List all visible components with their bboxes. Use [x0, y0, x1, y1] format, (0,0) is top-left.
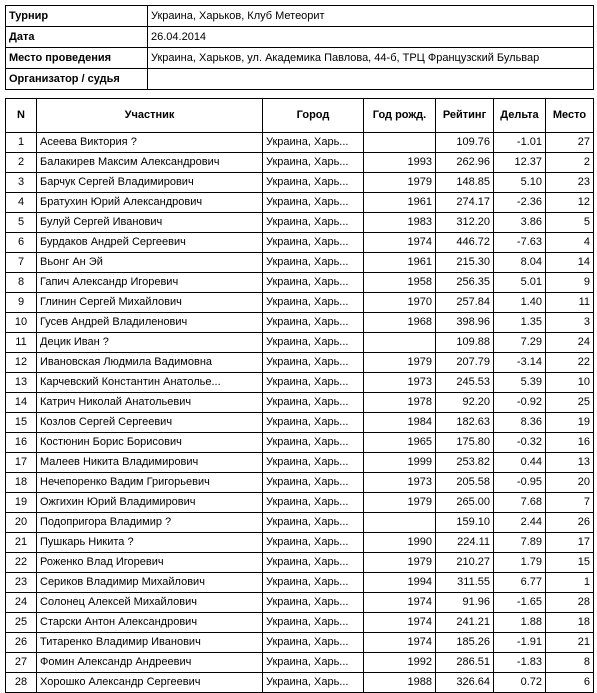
- cell-rating: 109.88: [436, 333, 494, 353]
- cell-city: Украина, Харь...: [263, 553, 364, 573]
- cell-n: 3: [6, 173, 37, 193]
- table-row: [6, 433, 594, 453]
- cell-city: Украина, Харь...: [263, 333, 364, 353]
- table-row: [6, 533, 594, 553]
- cell-place: 24: [546, 333, 594, 353]
- table-row: [6, 393, 594, 413]
- cell-delta: -0.95: [494, 473, 546, 493]
- cell-delta: 1.35: [494, 313, 546, 333]
- cell-place: 19: [546, 413, 594, 433]
- table-row: [6, 653, 594, 673]
- cell-city: Украина, Харь...: [263, 413, 364, 433]
- cell-n: 16: [6, 433, 37, 453]
- cell-city: Украина, Харь...: [263, 253, 364, 273]
- cell-rating: 215.30: [436, 253, 494, 273]
- cell-participant: Солонец Алексей Михайлович: [37, 593, 263, 613]
- info-label: Место проведения: [6, 48, 148, 69]
- cell-rating: 326.64: [436, 673, 494, 693]
- table-row: [6, 493, 594, 513]
- results-table: [5, 98, 594, 693]
- table-row: [6, 233, 594, 253]
- table-row: [6, 253, 594, 273]
- cell-birth-year: [364, 513, 436, 533]
- cell-city: Украина, Харь...: [263, 573, 364, 593]
- cell-birth-year: 1970: [364, 293, 436, 313]
- table-row: [6, 213, 594, 233]
- cell-n: 20: [6, 513, 37, 533]
- table-row: [6, 413, 594, 433]
- cell-n: 21: [6, 533, 37, 553]
- cell-n: 13: [6, 373, 37, 393]
- cell-place: 18: [546, 613, 594, 633]
- cell-rating: 92.20: [436, 393, 494, 413]
- results-header-row: [6, 99, 594, 133]
- cell-delta: -0.92: [494, 393, 546, 413]
- cell-rating: 245.53: [436, 373, 494, 393]
- cell-place: 10: [546, 373, 594, 393]
- info-label: Организатор / судья: [6, 69, 148, 90]
- cell-city: Украина, Харь...: [263, 393, 364, 413]
- cell-birth-year: 1965: [364, 433, 436, 453]
- cell-n: 11: [6, 333, 37, 353]
- cell-delta: 1.88: [494, 613, 546, 633]
- cell-n: 27: [6, 653, 37, 673]
- cell-place: 4: [546, 233, 594, 253]
- cell-delta: -1.91: [494, 633, 546, 653]
- cell-rating: 224.11: [436, 533, 494, 553]
- cell-city: Украина, Харь...: [263, 433, 364, 453]
- cell-delta: 0.44: [494, 453, 546, 473]
- cell-participant: Титаренко Владимир Иванович: [37, 633, 263, 653]
- table-row: [6, 333, 594, 353]
- cell-participant: Ивановская Людмила Вадимовна: [37, 353, 263, 373]
- info-value: 26.04.2014: [148, 27, 594, 48]
- cell-place: 7: [546, 493, 594, 513]
- table-row: [6, 353, 594, 373]
- cell-birth-year: 1984: [364, 413, 436, 433]
- cell-city: Украина, Харь...: [263, 233, 364, 253]
- cell-delta: 8.36: [494, 413, 546, 433]
- header-city: Город: [263, 99, 364, 133]
- cell-n: 14: [6, 393, 37, 413]
- cell-birth-year: 1974: [364, 593, 436, 613]
- cell-n: 26: [6, 633, 37, 653]
- cell-rating: 205.58: [436, 473, 494, 493]
- cell-rating: 185.26: [436, 633, 494, 653]
- cell-place: 8: [546, 653, 594, 673]
- cell-rating: 207.79: [436, 353, 494, 373]
- cell-city: Украина, Харь...: [263, 673, 364, 693]
- cell-rating: 109.76: [436, 133, 494, 153]
- cell-rating: 241.21: [436, 613, 494, 633]
- cell-n: 19: [6, 493, 37, 513]
- cell-city: Украина, Харь...: [263, 653, 364, 673]
- cell-delta: 8.04: [494, 253, 546, 273]
- cell-delta: -2.36: [494, 193, 546, 213]
- table-row: [6, 593, 594, 613]
- cell-place: 14: [546, 253, 594, 273]
- cell-rating: 257.84: [436, 293, 494, 313]
- cell-participant: Братухин Юрий Александрович: [37, 193, 263, 213]
- table-row: [6, 613, 594, 633]
- cell-place: 5: [546, 213, 594, 233]
- cell-participant: Малеев Никита Владимирович: [37, 453, 263, 473]
- cell-city: Украина, Харь...: [263, 453, 364, 473]
- cell-delta: 6.77: [494, 573, 546, 593]
- cell-birth-year: 1974: [364, 633, 436, 653]
- cell-delta: 7.29: [494, 333, 546, 353]
- table-row: [6, 273, 594, 293]
- cell-birth-year: 1979: [364, 553, 436, 573]
- cell-birth-year: 1990: [364, 533, 436, 553]
- cell-place: 27: [546, 133, 594, 153]
- cell-rating: 311.55: [436, 573, 494, 593]
- header-birth-year: Год рожд.: [364, 99, 436, 133]
- cell-rating: 312.20: [436, 213, 494, 233]
- header-participant: Участник: [37, 99, 263, 133]
- cell-n: 8: [6, 273, 37, 293]
- cell-delta: -3.14: [494, 353, 546, 373]
- cell-rating: 265.00: [436, 493, 494, 513]
- cell-rating: 398.96: [436, 313, 494, 333]
- cell-n: 23: [6, 573, 37, 593]
- cell-city: Украина, Харь...: [263, 513, 364, 533]
- cell-participant: Асеева Виктория ?: [37, 133, 263, 153]
- cell-rating: 159.10: [436, 513, 494, 533]
- cell-place: 28: [546, 593, 594, 613]
- cell-delta: 2.44: [494, 513, 546, 533]
- cell-place: 22: [546, 353, 594, 373]
- cell-birth-year: 1979: [364, 353, 436, 373]
- cell-n: 6: [6, 233, 37, 253]
- cell-participant: Вьонг Ан Эй: [37, 253, 263, 273]
- cell-participant: Бурдаков Андрей Сергеевич: [37, 233, 263, 253]
- cell-delta: 3.86: [494, 213, 546, 233]
- cell-delta: 1.40: [494, 293, 546, 313]
- table-row: [6, 573, 594, 593]
- cell-delta: 0.72: [494, 673, 546, 693]
- header-rating: Рейтинг: [436, 99, 494, 133]
- table-row: [6, 193, 594, 213]
- table-row: [6, 553, 594, 573]
- cell-delta: 5.01: [494, 273, 546, 293]
- cell-participant: Роженко Влад Игоревич: [37, 553, 263, 573]
- cell-rating: 274.17: [436, 193, 494, 213]
- cell-participant: Старски Антон Александрович: [37, 613, 263, 633]
- cell-city: Украина, Харь...: [263, 193, 364, 213]
- cell-participant: Барчук Сергей Владимирович: [37, 173, 263, 193]
- cell-place: 17: [546, 533, 594, 553]
- cell-rating: 286.51: [436, 653, 494, 673]
- cell-rating: 262.96: [436, 153, 494, 173]
- cell-place: 15: [546, 553, 594, 573]
- cell-participant: Ожгихин Юрий Владимирович: [37, 493, 263, 513]
- cell-n: 12: [6, 353, 37, 373]
- cell-n: 24: [6, 593, 37, 613]
- cell-place: 23: [546, 173, 594, 193]
- cell-n: 18: [6, 473, 37, 493]
- cell-birth-year: [364, 133, 436, 153]
- info-value: [148, 69, 594, 90]
- info-label: Турнир: [6, 6, 148, 27]
- cell-participant: Гусев Андрей Владиленович: [37, 313, 263, 333]
- cell-participant: Козлов Сергей Сергеевич: [37, 413, 263, 433]
- cell-rating: 210.27: [436, 553, 494, 573]
- cell-birth-year: 1979: [364, 493, 436, 513]
- cell-city: Украина, Харь...: [263, 293, 364, 313]
- cell-participant: Нечепоренко Вадим Григорьевич: [37, 473, 263, 493]
- cell-n: 5: [6, 213, 37, 233]
- cell-delta: 7.68: [494, 493, 546, 513]
- cell-rating: 253.82: [436, 453, 494, 473]
- cell-rating: 446.72: [436, 233, 494, 253]
- cell-participant: Костюнин Борис Борисович: [37, 433, 263, 453]
- table-row: [6, 293, 594, 313]
- cell-n: 7: [6, 253, 37, 273]
- info-value: Украина, Харьков, ул. Академика Павлова, 44-б, ТРЦ Французский Бульвар: [148, 48, 594, 69]
- cell-birth-year: 1973: [364, 373, 436, 393]
- cell-place: 3: [546, 313, 594, 333]
- cell-n: 25: [6, 613, 37, 633]
- cell-birth-year: 1958: [364, 273, 436, 293]
- cell-birth-year: 1999: [364, 453, 436, 473]
- cell-birth-year: 1973: [364, 473, 436, 493]
- cell-rating: 256.35: [436, 273, 494, 293]
- cell-n: 15: [6, 413, 37, 433]
- cell-delta: -7.63: [494, 233, 546, 253]
- cell-n: 28: [6, 673, 37, 693]
- cell-birth-year: 1983: [364, 213, 436, 233]
- info-row: [6, 48, 594, 69]
- table-row: [6, 633, 594, 653]
- cell-rating: 182.63: [436, 413, 494, 433]
- cell-city: Украина, Харь...: [263, 273, 364, 293]
- cell-n: 10: [6, 313, 37, 333]
- cell-city: Украина, Харь...: [263, 313, 364, 333]
- cell-birth-year: 1961: [364, 253, 436, 273]
- cell-birth-year: 1968: [364, 313, 436, 333]
- cell-place: 9: [546, 273, 594, 293]
- info-row: [6, 6, 594, 27]
- cell-city: Украина, Харь...: [263, 373, 364, 393]
- table-row: [6, 513, 594, 533]
- header-n: N: [6, 99, 37, 133]
- cell-participant: Катрич Николай Анатольевич: [37, 393, 263, 413]
- info-label: Дата: [6, 27, 148, 48]
- cell-birth-year: 1993: [364, 153, 436, 173]
- info-row: [6, 27, 594, 48]
- cell-participant: Карчевский Константин Анатолье...: [37, 373, 263, 393]
- cell-city: Украина, Харь...: [263, 633, 364, 653]
- cell-delta: 5.39: [494, 373, 546, 393]
- cell-participant: Гапич Александр Игоревич: [37, 273, 263, 293]
- cell-birth-year: 1988: [364, 673, 436, 693]
- cell-delta: -1.65: [494, 593, 546, 613]
- cell-participant: Подопригора Владимир ?: [37, 513, 263, 533]
- cell-birth-year: 1978: [364, 393, 436, 413]
- cell-city: Украина, Харь...: [263, 213, 364, 233]
- cell-city: Украина, Харь...: [263, 493, 364, 513]
- cell-n: 17: [6, 453, 37, 473]
- cell-city: Украина, Харь...: [263, 533, 364, 553]
- cell-delta: 5.10: [494, 173, 546, 193]
- cell-delta: 12.37: [494, 153, 546, 173]
- cell-place: 25: [546, 393, 594, 413]
- cell-rating: 91.96: [436, 593, 494, 613]
- cell-place: 20: [546, 473, 594, 493]
- cell-delta: -1.83: [494, 653, 546, 673]
- cell-n: 1: [6, 133, 37, 153]
- table-row: [6, 173, 594, 193]
- cell-place: 6: [546, 673, 594, 693]
- cell-place: 12: [546, 193, 594, 213]
- cell-birth-year: 1979: [364, 173, 436, 193]
- table-row: [6, 133, 594, 153]
- cell-city: Украина, Харь...: [263, 173, 364, 193]
- cell-delta: 1.79: [494, 553, 546, 573]
- table-row: [6, 153, 594, 173]
- tournament-info-table: [5, 5, 594, 90]
- info-row: [6, 69, 594, 90]
- table-row: [6, 673, 594, 693]
- cell-participant: Хорошко Александр Сергеевич: [37, 673, 263, 693]
- header-place: Место: [546, 99, 594, 133]
- cell-birth-year: [364, 333, 436, 353]
- cell-rating: 175.80: [436, 433, 494, 453]
- info-value: Украина, Харьков, Клуб Метеорит: [148, 6, 594, 27]
- cell-n: 9: [6, 293, 37, 313]
- cell-place: 2: [546, 153, 594, 173]
- cell-participant: Глинин Сергей Михайлович: [37, 293, 263, 313]
- cell-participant: Сериков Владимир Михайлович: [37, 573, 263, 593]
- cell-place: 1: [546, 573, 594, 593]
- cell-participant: Пушкарь Никита ?: [37, 533, 263, 553]
- table-row: [6, 453, 594, 473]
- cell-place: 21: [546, 633, 594, 653]
- cell-birth-year: 1974: [364, 233, 436, 253]
- cell-place: 26: [546, 513, 594, 533]
- cell-place: 11: [546, 293, 594, 313]
- cell-city: Украина, Харь...: [263, 473, 364, 493]
- cell-participant: Балакирев Максим Александрович: [37, 153, 263, 173]
- cell-n: 22: [6, 553, 37, 573]
- table-row: [6, 373, 594, 393]
- cell-delta: -1.01: [494, 133, 546, 153]
- header-delta: Дельта: [494, 99, 546, 133]
- cell-birth-year: 1974: [364, 613, 436, 633]
- cell-birth-year: 1994: [364, 573, 436, 593]
- cell-delta: 7.89: [494, 533, 546, 553]
- cell-n: 4: [6, 193, 37, 213]
- cell-n: 2: [6, 153, 37, 173]
- table-row: [6, 313, 594, 333]
- cell-place: 16: [546, 433, 594, 453]
- cell-birth-year: 1961: [364, 193, 436, 213]
- cell-participant: Фомин Александр Андреевич: [37, 653, 263, 673]
- cell-city: Украина, Харь...: [263, 593, 364, 613]
- cell-rating: 148.85: [436, 173, 494, 193]
- cell-participant: Булуй Сергей Иванович: [37, 213, 263, 233]
- cell-birth-year: 1992: [364, 653, 436, 673]
- cell-place: 13: [546, 453, 594, 473]
- cell-city: Украина, Харь...: [263, 613, 364, 633]
- cell-city: Украина, Харь...: [263, 153, 364, 173]
- cell-participant: Децик Иван ?: [37, 333, 263, 353]
- cell-city: Украина, Харь...: [263, 353, 364, 373]
- cell-delta: -0.32: [494, 433, 546, 453]
- table-row: [6, 473, 594, 493]
- cell-city: Украина, Харь...: [263, 133, 364, 153]
